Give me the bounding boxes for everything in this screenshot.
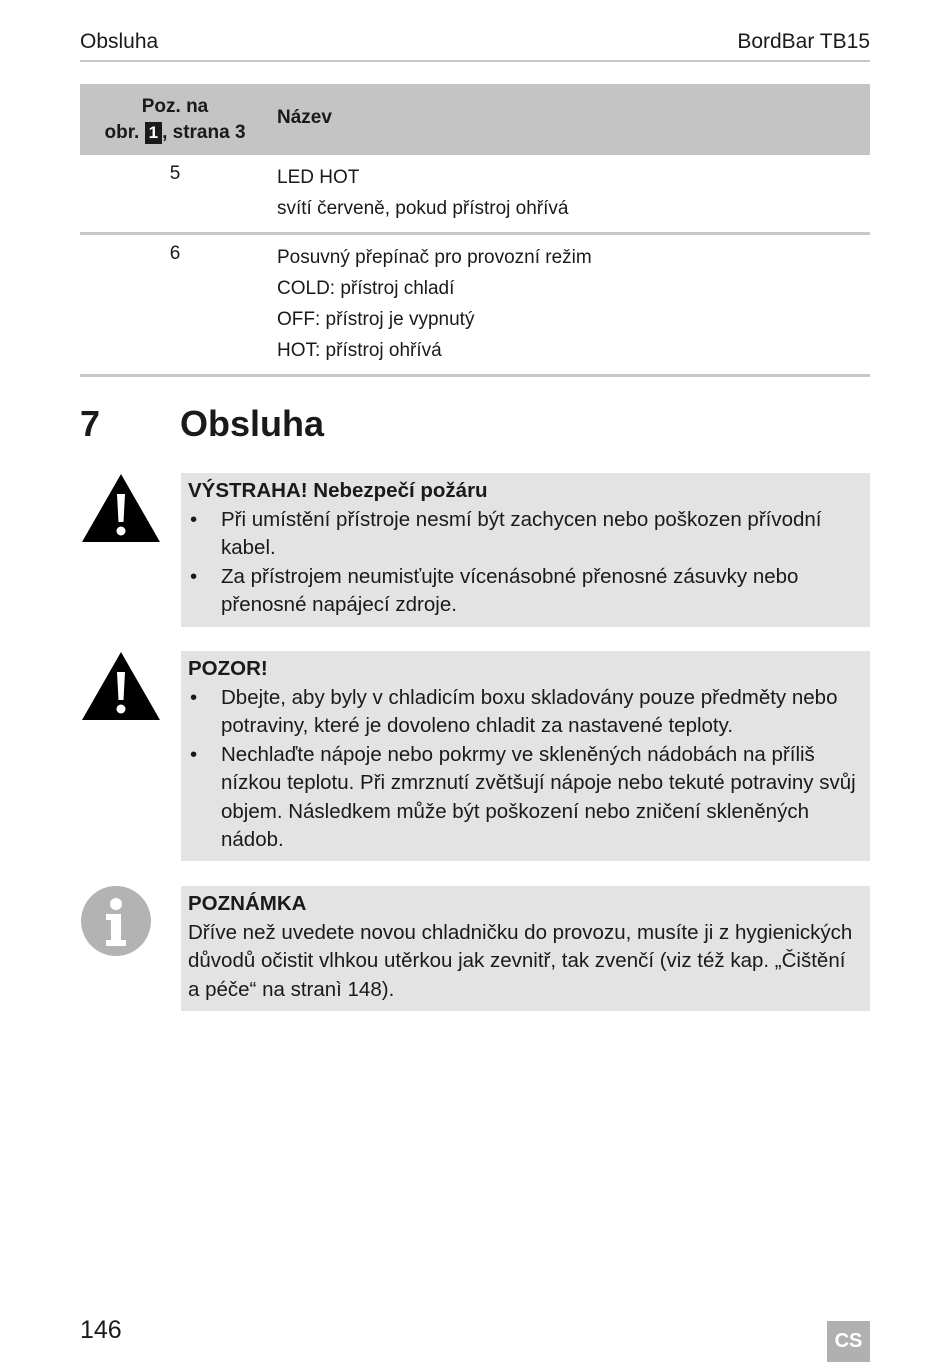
table-row [80, 235, 870, 377]
warning-box [181, 473, 870, 627]
column-header-name: Název [277, 107, 332, 128]
row-description-line: COLD: přístroj chladí [277, 278, 455, 299]
running-header [80, 28, 870, 62]
column-header-position-suffix: , strana 3 [162, 122, 246, 143]
row-description-line: Posuvný přepínač pro provozní režim [277, 247, 592, 268]
section-title: Obsluha [180, 403, 325, 444]
language-badge: CS [827, 1321, 870, 1362]
table-header [80, 84, 870, 155]
row-position: 5 [169, 163, 181, 184]
warning-item: • Při umístění přístroje nesmí být zachycen nebo poškozen přívodní kabel. [188, 506, 862, 563]
warning-triangle-icon [80, 650, 162, 727]
column-header-position-prefix: obr. [104, 122, 140, 143]
note-box [181, 886, 870, 1011]
caution-title: POZOR! [188, 657, 268, 680]
row-description [277, 155, 870, 232]
row-description [277, 235, 870, 374]
warning-item: • Za přístrojem neumisťujte vícenásobné přenosné zásuvky nebo přenosné napájecí zdroje. [188, 563, 862, 620]
column-header-position-line2 [80, 120, 270, 146]
row-description-line: svítí červeně, pokud přístroj ohřívá [277, 198, 569, 219]
warning-triangle-icon [80, 472, 162, 549]
parts-table [80, 84, 870, 377]
section-number: 7 [80, 403, 101, 444]
warning-title: VÝSTRAHA! Nebezpečí požáru [188, 479, 488, 502]
header-section-title: Obsluha [80, 30, 159, 53]
note-title: POZNÁMKA [188, 892, 307, 915]
figure-reference-badge: 1 [145, 122, 162, 144]
row-description-line: LED HOT [277, 167, 360, 188]
table-row [80, 155, 870, 235]
column-header-position [80, 94, 270, 146]
row-description-line: HOT: přístroj ohřívá [277, 340, 442, 361]
row-position: 6 [169, 243, 181, 264]
warning-list [188, 506, 862, 620]
column-header-position-line1: Poz. na [141, 96, 209, 117]
page-number: 146 [80, 1316, 122, 1344]
caution-item: • Nechlaďte nápoje nebo pokrmy ve skleněných nádobách na příliš nízkou teplotu. Při zmrznutí zvětšují nápoje nebo tekuté potraviny svůj objem. Následkem může být poškození nebo zničení skleněných nádob. [188, 741, 862, 855]
caution-item: • Dbejte, aby byly v chladicím boxu skladovány pouze předměty nebo potraviny, které je dovoleno chladit za nastavené teploty. [188, 684, 862, 741]
caution-box [181, 651, 870, 861]
caution-list [188, 684, 862, 855]
info-icon [80, 885, 152, 962]
header-product-name: BordBar TB15 [737, 30, 870, 53]
row-description-line: OFF: přístroj je vypnutý [277, 309, 475, 330]
note-text: Dříve než uvedete novou chladničku do provozu, musíte ji z hygienických důvodů očistit vlhkou utěrkou jak zevnitř, tak zvenčí (viz též kap. „Čištění a péče“ na stranì 148). [188, 920, 853, 1001]
